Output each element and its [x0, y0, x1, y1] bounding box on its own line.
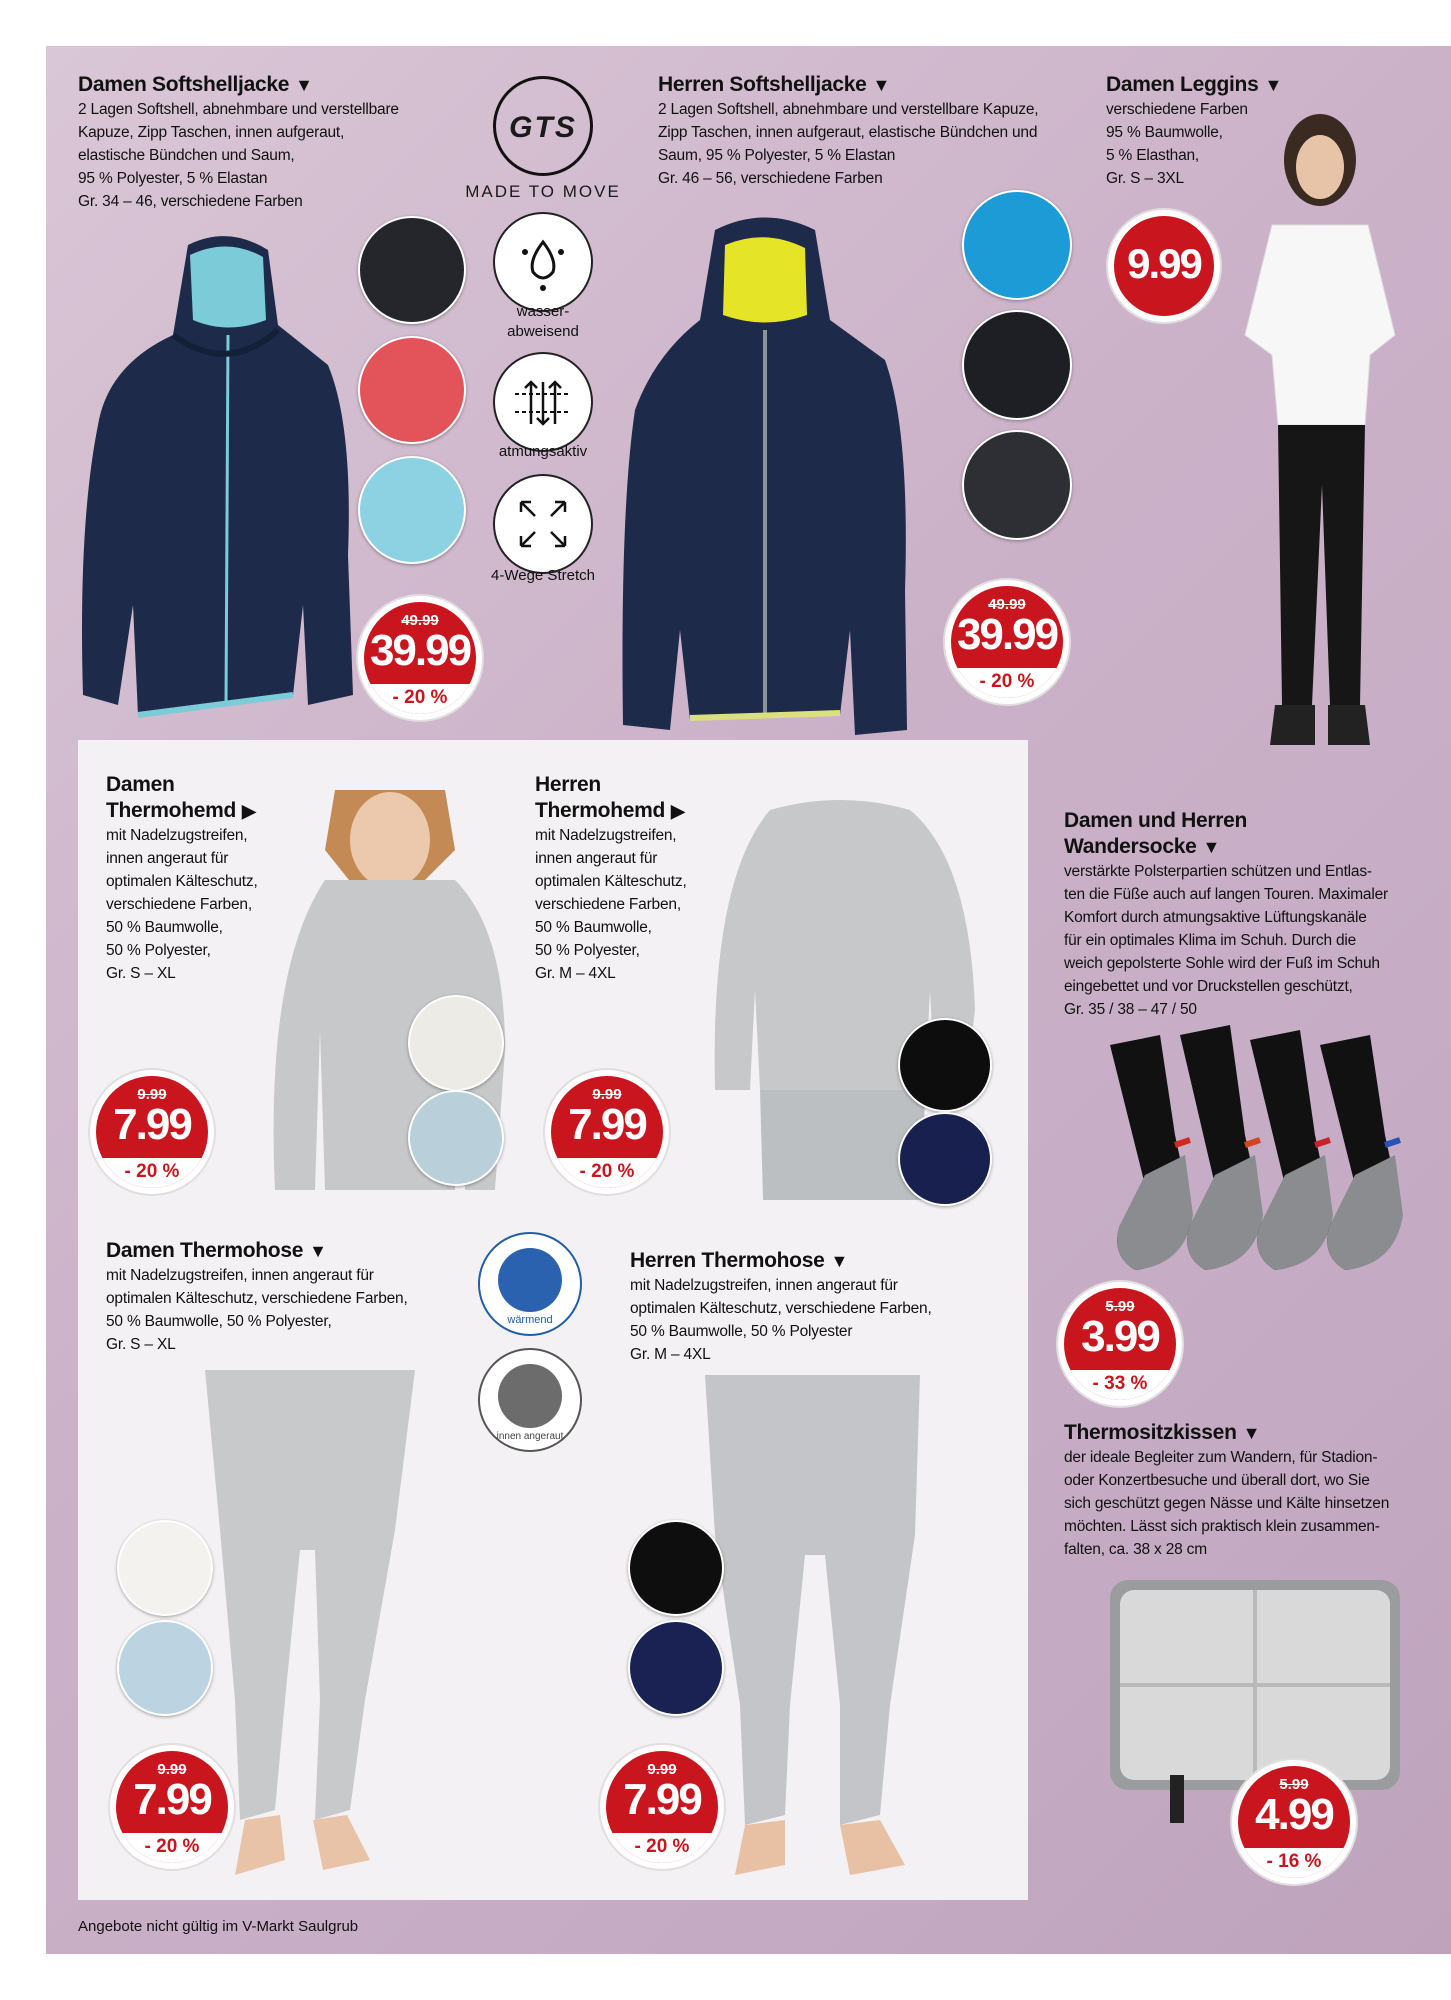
old-price: 9.99 [592, 1086, 622, 1103]
discount: - 20 % [551, 1158, 663, 1188]
old-price: 5.99 [1105, 1298, 1135, 1315]
warming-label: wärmend [507, 1314, 553, 1326]
color-swatch-black[interactable] [962, 310, 1072, 420]
herren-thermohose-price-badge [600, 1745, 724, 1869]
brand-tagline: MADE TO MOVE [465, 182, 621, 201]
damen-thermohemd-title: Damen Thermohemd ▶ [106, 773, 256, 822]
damen-softshell-image [78, 225, 358, 740]
triangle-right-icon: ▶ [242, 801, 256, 821]
price: 39.99 [956, 610, 1058, 659]
wandersocke-desc: verstärkte Polsterpartien schützen und Entlas- ten die Füße auch auf langen Touren. Maximaler Komfort durch atmungsaktive Lüftungskanäle für ein optimales Klima im Schuh. Durch die weich gepolsterte Sohle wird der Fuß im Schuh eingebettet und vor Druckstellen geschützt, Gr. 35 / 38 – 47 / 50 [1064, 863, 1388, 1018]
old-price: 49.99 [401, 612, 439, 629]
old-price: 9.99 [157, 1761, 187, 1778]
damen-thermohose-title: Damen Thermohose ▼ [106, 1239, 327, 1262]
triangle-down-icon: ▼ [1242, 1423, 1261, 1443]
herren-thermohemd-title: Herren Thermohemd ▶ [535, 773, 685, 822]
color-swatch-black[interactable] [358, 216, 466, 324]
wandersocke-price-badge [1058, 1282, 1182, 1406]
herren-thermohemd-price-badge [545, 1070, 669, 1194]
herren-softshell-block [658, 72, 1098, 190]
color-swatch-lightblue[interactable] [358, 456, 466, 564]
herren-softshell-image [615, 210, 915, 740]
damen-softshell-block [78, 72, 478, 213]
herren-thermohose-block [630, 1248, 990, 1366]
feature-label-breathable: atmungsaktiv [498, 443, 588, 460]
price: 7.99 [113, 1100, 191, 1149]
brand-logo-text: GTS [509, 111, 577, 144]
discount: - 20 % [116, 1833, 228, 1863]
thermositzkissen-desc: der ideale Begleiter zum Wandern, für Stadion- oder Konzertbesuche und überall dort, wo Sie sich geschützt gegen Nässe und Kälte hinsetzen möchten. Lässt sich praktisch klein zusammen- falten, ca. 38 x 28 cm [1064, 1449, 1390, 1558]
damen-thermohose-block [106, 1238, 466, 1356]
damen-softshell-title: Damen Softshelljacke ▼ [78, 73, 313, 96]
triangle-right-icon: ▶ [671, 801, 685, 821]
old-price: 9.99 [647, 1761, 677, 1778]
old-price: 49.99 [988, 596, 1026, 613]
herren-thermohemd-desc: mit Nadelzugstreifen, innen angeraut für optimalen Kälteschutz, verschiedene Farben, 50 % Baumwolle, 50 % Polyester, Gr. M – 4XL [535, 827, 687, 982]
discount: - 20 % [951, 668, 1063, 698]
triangle-down-icon: ▼ [830, 1251, 848, 1271]
fabric-icon [498, 1364, 562, 1428]
color-swatch-black[interactable] [898, 1018, 992, 1112]
color-swatch-white[interactable] [117, 1520, 213, 1616]
wandersocke-block [1064, 808, 1404, 1021]
brushed-inside-badge-icon [478, 1348, 582, 1452]
thermometer-icon [498, 1248, 562, 1312]
feature-label-water: wasser- abweisend [507, 303, 579, 340]
footer-note: Angebote nicht gültig im V-Markt Saulgrub [78, 1918, 359, 1935]
water-repellent-icon [493, 212, 593, 312]
color-swatch-lightblue[interactable] [117, 1620, 213, 1716]
discount: - 20 % [96, 1158, 208, 1188]
color-swatch-lightblue[interactable] [408, 1090, 504, 1186]
damen-leggins-price-badge [1108, 210, 1220, 322]
price: 9.99 [1127, 240, 1201, 287]
old-price: 5.99 [1279, 1776, 1309, 1793]
damen-leggins-title: Damen Leggins ▼ [1106, 73, 1282, 96]
feature-label-stretch: 4-Wege Stretch [491, 567, 595, 584]
herren-thermohose-desc: mit Nadelzugstreifen, innen angeraut für optimalen Kälteschutz, verschiedene Farben, 50 % Baumwolle, 50 % Polyester Gr. M – 4XL [630, 1277, 932, 1363]
brand-logo [493, 76, 593, 176]
damen-leggins-image [1220, 105, 1420, 790]
herren-softshell-title: Herren Softshelljacke ▼ [658, 73, 890, 96]
color-swatch-white[interactable] [408, 995, 504, 1091]
damen-softshell-price-badge [358, 596, 482, 720]
thermositzkissen-title: Thermositzkissen ▼ [1064, 1421, 1261, 1444]
triangle-down-icon: ▼ [1202, 837, 1220, 857]
discount: - 20 % [606, 1833, 718, 1863]
price: 39.99 [369, 626, 471, 675]
price: 7.99 [133, 1775, 211, 1824]
color-swatch-navy[interactable] [898, 1112, 992, 1206]
warming-badge-icon [478, 1232, 582, 1336]
wandersocke-title: Damen und Herren Wandersocke ▼ [1064, 809, 1248, 858]
discount: - 33 % [1064, 1370, 1176, 1400]
thermositzkissen-price-badge [1232, 1760, 1356, 1884]
herren-thermohose-image [690, 1375, 940, 1885]
discount: - 16 % [1238, 1848, 1350, 1878]
color-swatch-dark-grey[interactable] [962, 430, 1072, 540]
herren-thermohemd-block [535, 772, 715, 985]
price: 7.99 [623, 1775, 701, 1824]
herren-softshell-desc: 2 Lagen Softshell, abnehmbare und verstellbare Kapuze, Zipp Taschen, innen aufgeraut, elastische Bündchen und Saum, 95 % Polyester, 5 % Elastan Gr. 46 – 56, verschiedene Farben [658, 101, 1039, 187]
color-swatch-blue[interactable] [962, 190, 1072, 300]
brushed-label: innen angeraut [496, 1431, 564, 1442]
price: 3.99 [1081, 1312, 1159, 1361]
herren-thermohose-title: Herren Thermohose ▼ [630, 1249, 848, 1272]
breathable-icon [493, 352, 593, 452]
color-swatch-navy[interactable] [628, 1620, 724, 1716]
color-swatch-black[interactable] [628, 1520, 724, 1616]
stretch-icon [493, 474, 593, 574]
wandersocke-image [1105, 1025, 1415, 1285]
price: 7.99 [568, 1100, 646, 1149]
price: 4.99 [1255, 1790, 1333, 1839]
damen-softshell-desc: 2 Lagen Softshell, abnehmbare und verstellbare Kapuze, Zipp Taschen, innen aufgeraut, elastische Bündchen und Saum, 95 % Polyester, 5 % Elastan Gr. 34 – 46, verschiedene Farben [78, 101, 399, 210]
triangle-down-icon: ▼ [872, 75, 890, 95]
damen-leggins-desc: verschiedene Farben 95 % Baumwolle, 5 % Elasthan, Gr. S – 3XL [1106, 101, 1248, 187]
old-price: 9.99 [137, 1086, 167, 1103]
herren-softshell-price-badge [945, 580, 1069, 704]
damen-thermohemd-desc: mit Nadelzugstreifen, innen angeraut für optimalen Kälteschutz, verschiedene Farben, 50 % Baumwolle, 50 % Polyester, Gr. S – XL [106, 827, 258, 982]
color-swatch-coral[interactable] [358, 336, 466, 444]
damen-thermohose-desc: mit Nadelzugstreifen, innen angeraut für optimalen Kälteschutz, verschiedene Farben, 50 % Baumwolle, 50 % Polyester, Gr. S – XL [106, 1267, 408, 1353]
triangle-down-icon: ▼ [1264, 75, 1282, 95]
thermositzkissen-block [1064, 1420, 1404, 1561]
damen-thermohemd-price-badge [90, 1070, 214, 1194]
damen-thermohose-price-badge [110, 1745, 234, 1869]
triangle-down-icon: ▼ [309, 1241, 327, 1261]
triangle-down-icon: ▼ [295, 75, 313, 95]
discount: - 20 % [364, 684, 476, 714]
